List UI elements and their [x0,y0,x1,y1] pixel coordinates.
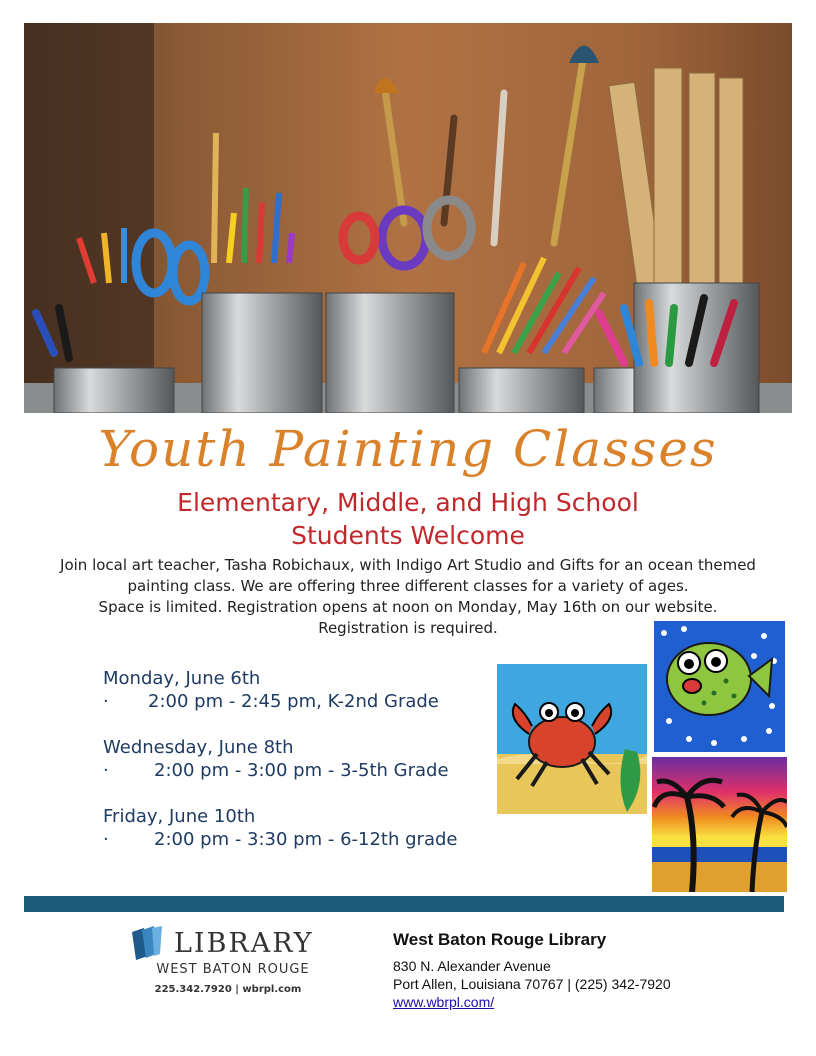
logo-word: LIBRARY [174,928,314,959]
street-address: 830 N. Alexander Avenue [393,958,551,974]
hero-photo [24,23,792,413]
session-slot [103,828,503,851]
session-slot [103,690,503,713]
palm-sunset-painting [652,757,787,892]
divider-bar [24,896,784,912]
library-logo [128,924,328,1004]
subtitle-line-1: Elementary, Middle, and High School [177,488,639,517]
subtitle-line-2: Students Welcome [291,521,525,550]
class-schedule [103,667,503,874]
intro-line: Registration is required. [318,619,498,637]
session-slot [103,759,503,782]
session-monday [103,667,503,713]
website-link[interactable]: www.wbrpl.com/ [393,994,495,1010]
bullet: · [103,829,109,850]
logo-subtitle: WEST BATON ROUGE [156,962,310,977]
library-name: West Baton Rouge Library [393,930,607,949]
bullet: · [103,760,109,781]
intro-line: Space is limited. Registration opens at noon on Monday, May 16th on our website. [98,598,718,616]
session-day: Wednesday, June 8th [103,737,294,758]
session-time: 2:00 pm - 3:00 pm - 3-5th Grade [154,760,449,781]
bullet: · [103,691,109,712]
session-time: 2:00 pm - 3:30 pm - 6-12th grade [154,829,458,850]
art-supplies-illustration [24,23,792,413]
book-icon [130,926,176,962]
flyer-title: Youth Painting Classes [98,420,718,478]
crab-painting [497,664,647,814]
session-time: 2:00 pm - 2:45 pm, K-2nd Grade [148,691,439,712]
session-wednesday [103,736,503,782]
intro-line: painting class. We are offering three different classes for a variety of ages. [127,577,689,595]
pufferfish-painting [654,621,785,752]
logo-contact: 225.342.7920 | wbrpl.com [154,984,302,995]
session-day: Monday, June 6th [103,668,261,689]
intro-line: Join local art teacher, Tasha Robichaux, with Indigo Art Studio and Gifts for an ocean themed [60,556,756,574]
session-friday [103,805,503,851]
session-day: Friday, June 10th [103,806,256,827]
city-phone: Port Allen, Louisiana 70767 | (225) 342-7920 [393,976,671,992]
library-address [393,930,671,1011]
